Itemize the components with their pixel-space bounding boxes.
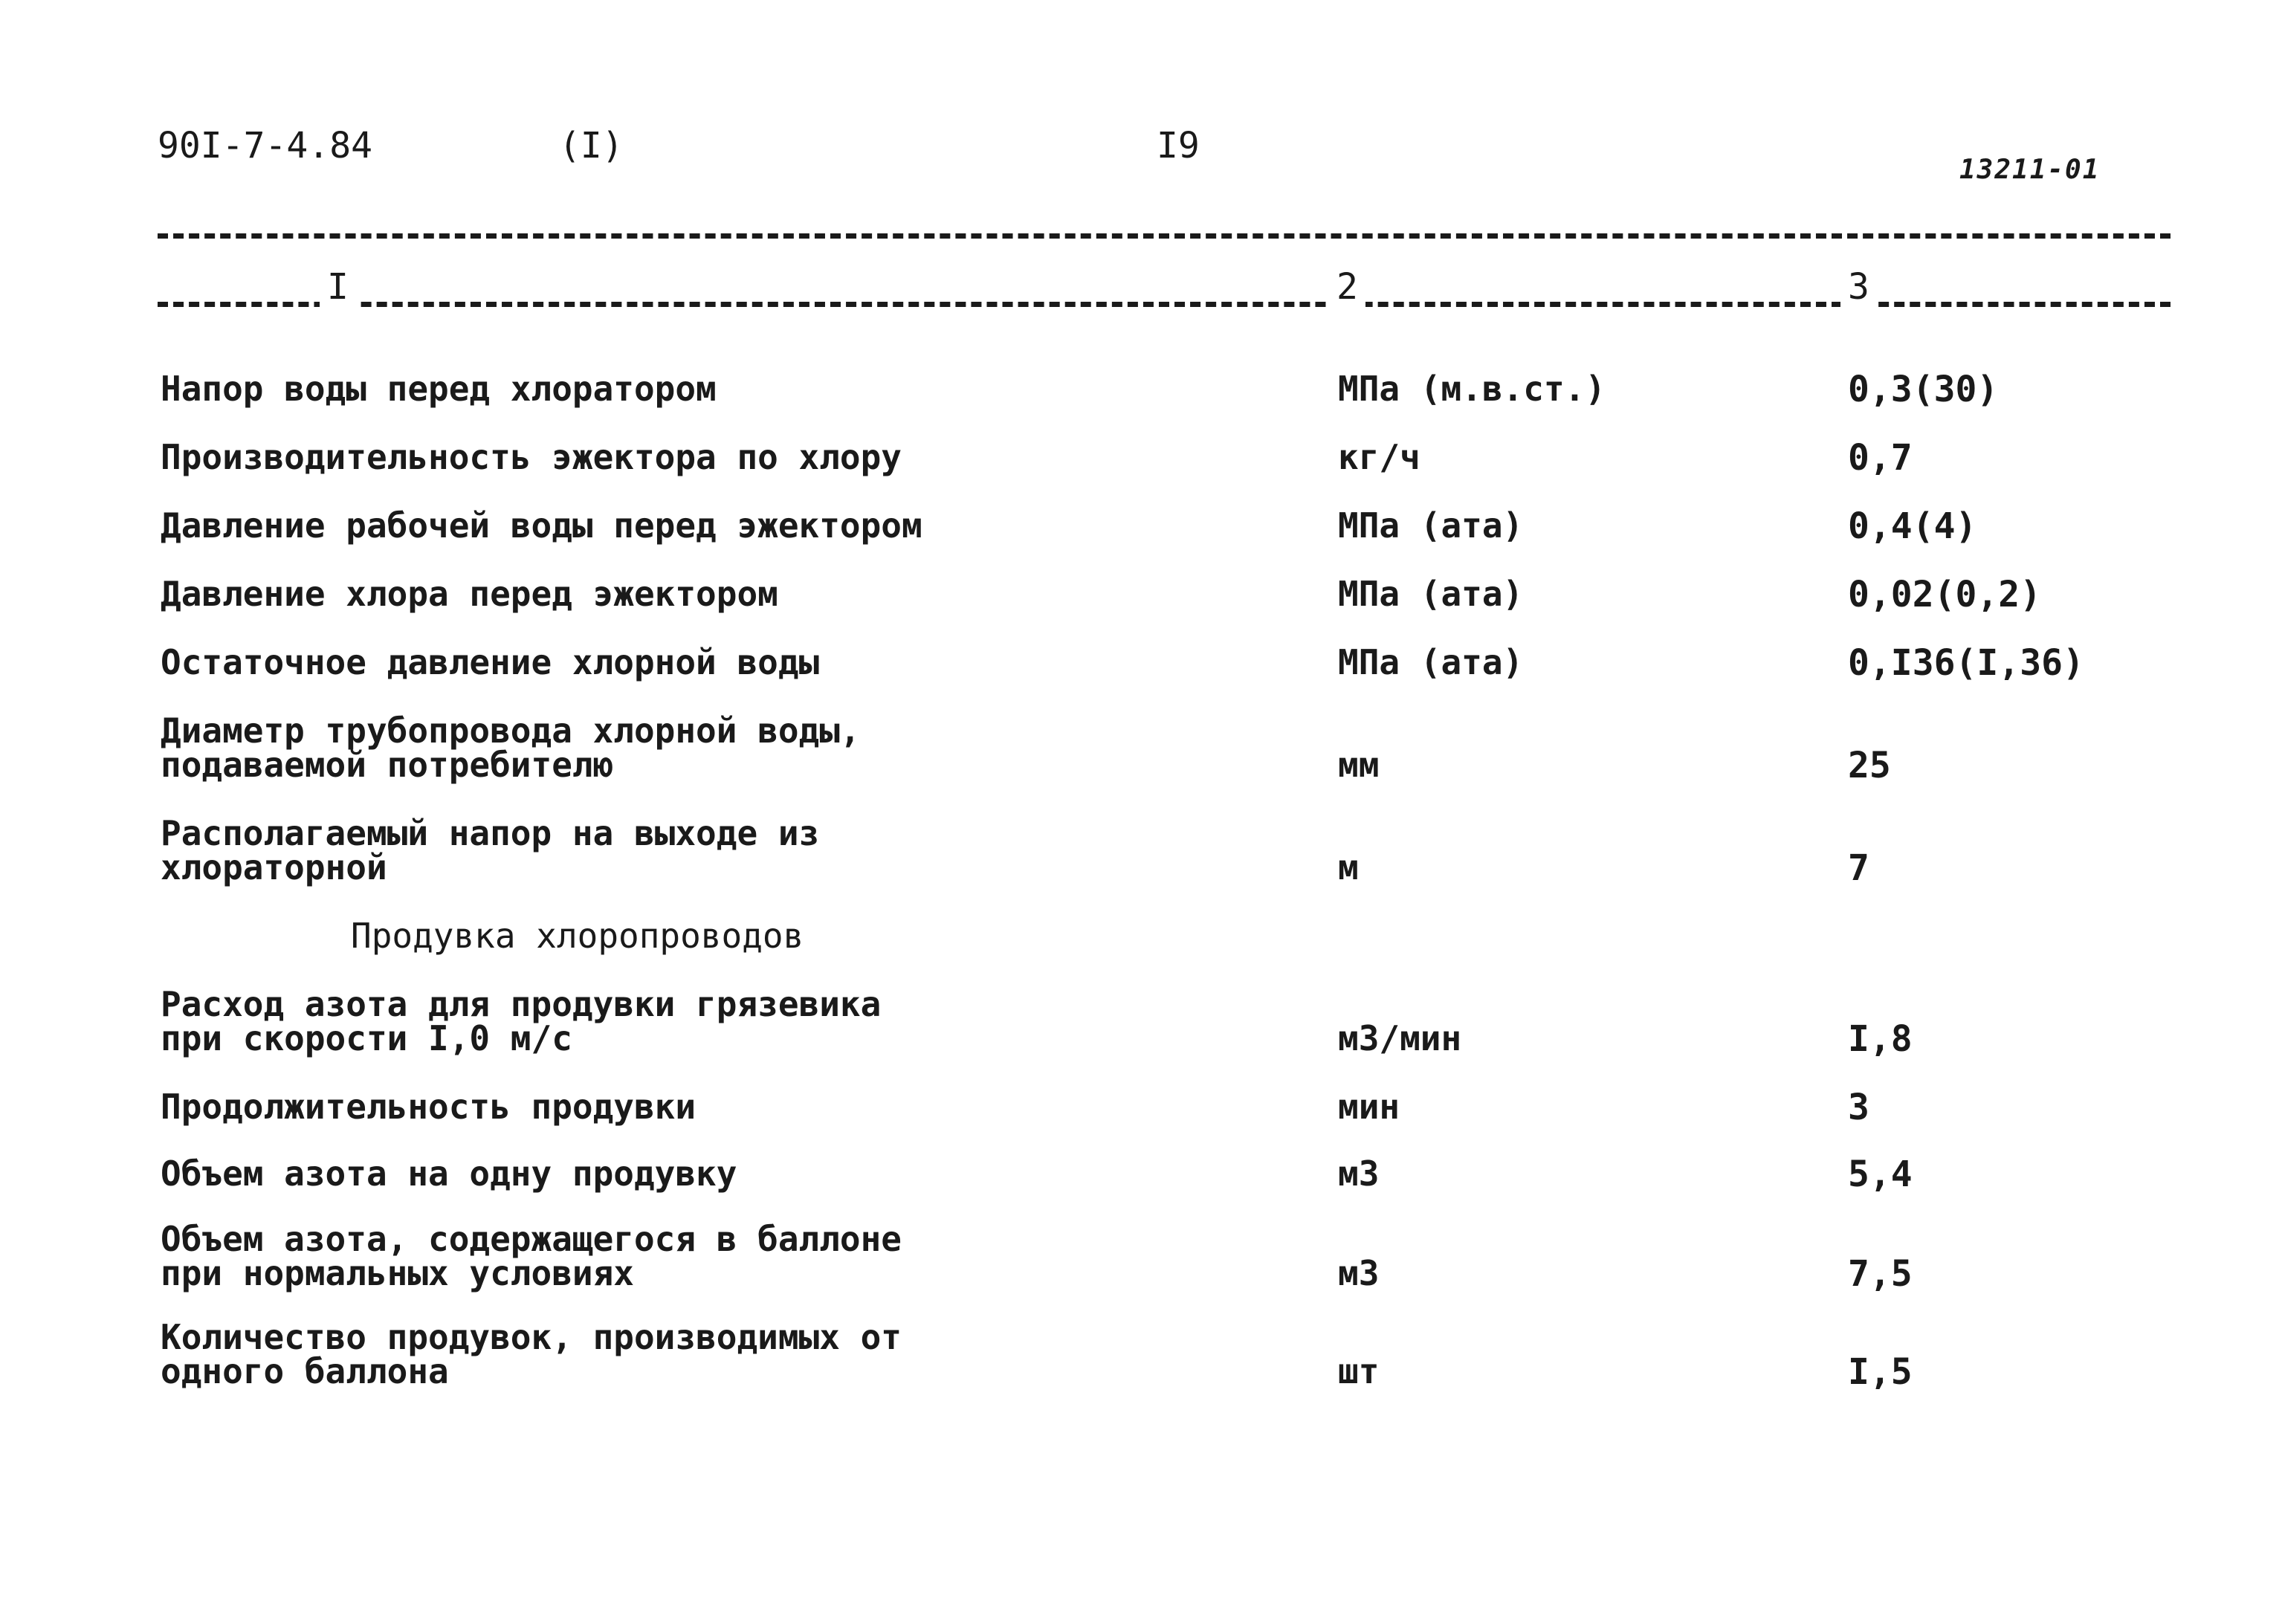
parameter-unit: МПа (ата) <box>1338 642 1524 682</box>
document-code: 90I-7-4.84 <box>158 125 372 166</box>
column-number-1: I <box>320 266 356 308</box>
parameter-value: 3 <box>1848 1087 1869 1128</box>
parameter-name: Напор воды перед хлоратором <box>161 369 717 409</box>
inventory-number: 13211-01 <box>1959 155 2101 185</box>
parameter-unit: МПа (ата) <box>1338 574 1524 614</box>
parameter-name: Давление хлора перед эжектором <box>161 574 778 614</box>
parameter-value: 0,3(30) <box>1848 369 1999 410</box>
table-top-rule <box>158 233 2171 239</box>
parameter-value: I,8 <box>1848 1018 1913 1060</box>
parameter-name: Производительность эжектора по хлору <box>161 437 902 477</box>
parameter-name: Продолжительность продувки <box>161 1087 696 1127</box>
parameter-name: Объем азота на одну продувку <box>161 1154 737 1194</box>
parameter-value: 5,4 <box>1848 1154 1913 1195</box>
parameter-unit: мин <box>1338 1087 1400 1127</box>
parameter-name: Располагаемый напор на выходе из хлораторной <box>161 813 820 887</box>
page-number: I9 <box>1157 125 1200 166</box>
parameter-value: 0,4(4) <box>1848 505 1977 547</box>
parameter-unit: м3 <box>1338 1253 1380 1293</box>
parameter-value: 0,7 <box>1848 437 1913 479</box>
parameter-value: 25 <box>1848 745 1891 786</box>
parameter-value: I,5 <box>1848 1351 1913 1393</box>
parameter-name: Количество продувок, производимых от одного баллона <box>161 1317 902 1391</box>
parameter-value: 7,5 <box>1848 1253 1913 1295</box>
parameter-name: Объем азота, содержащегося в баллоне при нормальных условиях <box>161 1219 902 1293</box>
parameter-name: Остаточное давление хлорной воды <box>161 642 820 682</box>
parameter-value: 7 <box>1848 847 1869 889</box>
section-title: Продувка хлоропроводов <box>351 916 804 956</box>
parameter-unit: м3 <box>1338 1154 1380 1194</box>
document-part: (I) <box>559 125 624 166</box>
parameter-value: 0,I36(I,36) <box>1848 642 2084 684</box>
parameter-name: Диаметр трубопровода хлорной воды, подаваемой потребителю <box>161 711 861 785</box>
parameter-unit: м <box>1338 847 1359 887</box>
parameter-unit: шт <box>1338 1351 1380 1391</box>
column-number-2: 2 <box>1329 266 1365 308</box>
parameter-unit: мм <box>1338 745 1380 785</box>
parameter-unit: МПа (ата) <box>1338 505 1524 546</box>
parameter-name: Расход азота для продувки грязевика при скорости I,0 м/с <box>161 984 882 1058</box>
parameter-unit: кг/ч <box>1338 437 1420 477</box>
parameter-unit: м3/мин <box>1338 1018 1462 1058</box>
parameter-name: Давление рабочей воды перед эжектором <box>161 505 922 546</box>
parameter-value: 0,02(0,2) <box>1848 574 2042 615</box>
column-number-3: 3 <box>1840 266 1877 308</box>
parameter-unit: МПа (м.в.ст.) <box>1338 369 1606 409</box>
